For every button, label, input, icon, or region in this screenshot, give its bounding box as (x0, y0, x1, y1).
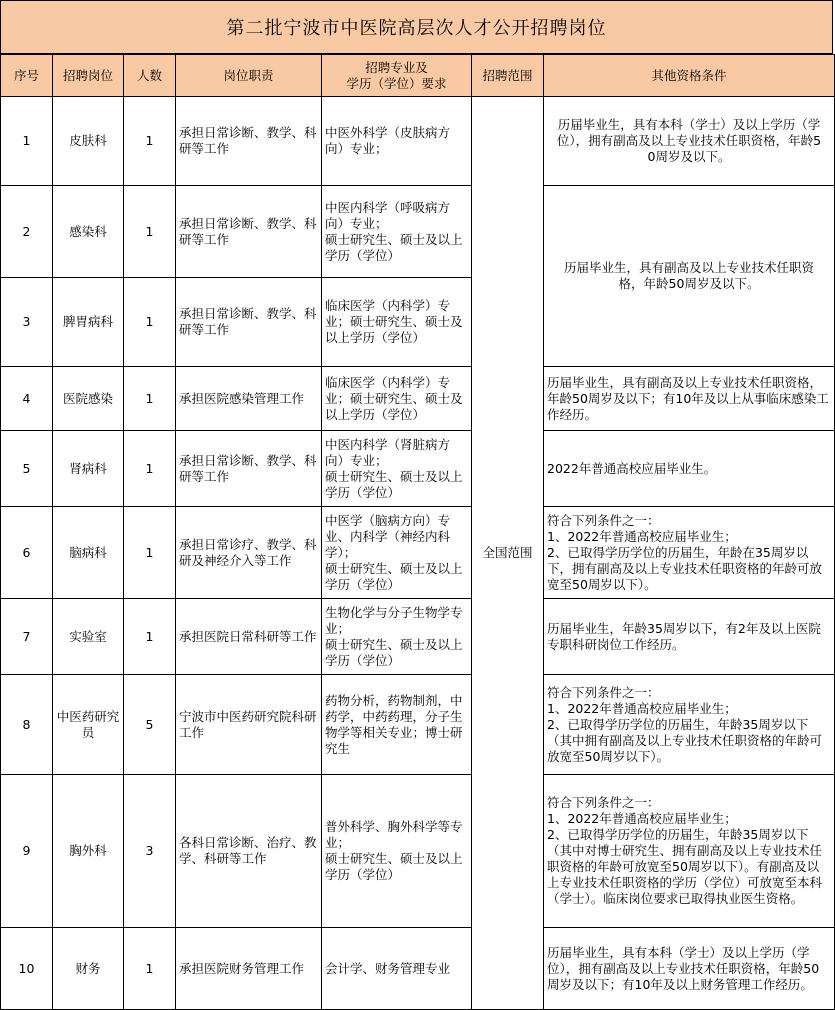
cell-duty: 承担日常诊断、教学、科研等工作 (176, 278, 322, 367)
cell-duty: 宁波市中医药研究院科研工作 (176, 675, 322, 775)
cell-duty: 承担日常诊断、教学、科研等工作 (176, 186, 322, 278)
cell-duty: 各科日常诊断、治疗、教学、科研等工作 (176, 775, 322, 928)
table-header-row (1, 55, 835, 97)
cell-position: 中医药研究员 (53, 675, 124, 775)
cell-major: 中医学（脑病方向）专业、内科学（神经内科学）； 硕士研究生、硕士及以上学历（学位） (322, 507, 472, 599)
table-row (1, 775, 835, 928)
table-row (1, 186, 835, 278)
cell-other: 2022年普通高校应届毕业生。 (544, 431, 835, 507)
cell-major: 中医内科学（肾脏病方向）专业； 硕士研究生、硕士及以上学历（学位） (322, 431, 472, 507)
cell-position: 胸外科 (53, 775, 124, 928)
cell-duty: 承担医院财务管理工作 (176, 928, 322, 1010)
header-other: 其他资格条件 (544, 55, 835, 97)
cell-seq: 4 (1, 367, 53, 431)
cell-duty: 承担医院日常科研等工作 (176, 599, 322, 675)
cell-other: 符合下列条件之一： 1、2022年普通高校应届毕业生； 2、已取得学历学位的历届生，年龄35周岁以下（其中拥有副高及以上专业技术任职资格的年龄可放宽至50周岁以下）。 (544, 675, 835, 775)
table-row (1, 675, 835, 775)
cell-seq: 5 (1, 431, 53, 507)
cell-major: 临床医学（内科学）专业；硕士研究生、硕士及以上学历（学位） (322, 367, 472, 431)
cell-count: 1 (124, 431, 176, 507)
cell-count: 1 (124, 928, 176, 1010)
cell-seq: 3 (1, 278, 53, 367)
cell-other: 历届毕业生，具有副高及以上专业技术任职资格，年龄50周岁及以下；有10年及以上从事临床感染工作经历。 (544, 367, 835, 431)
recruitment-table (0, 54, 835, 1010)
table-row (1, 928, 835, 1010)
cell-seq: 6 (1, 507, 53, 599)
cell-count: 1 (124, 97, 176, 186)
cell-duty: 承担医院感染管理工作 (176, 367, 322, 431)
cell-seq: 1 (1, 97, 53, 186)
cell-count: 5 (124, 675, 176, 775)
table-row (1, 431, 835, 507)
cell-count: 3 (124, 775, 176, 928)
header-count: 人数 (124, 55, 176, 97)
cell-duty: 承担日常诊断、教学、科研等工作 (176, 97, 322, 186)
cell-position: 皮肤科 (53, 97, 124, 186)
cell-other: 历届毕业生，具有本科（学士）及以上学历（学位），拥有副高及以上专业技术任职资格，年龄50周岁及以下。 (544, 97, 835, 186)
cell-count: 1 (124, 507, 176, 599)
cell-position: 脑病科 (53, 507, 124, 599)
cell-seq: 10 (1, 928, 53, 1010)
cell-position: 脾胃病科 (53, 278, 124, 367)
cell-position: 医院感染 (53, 367, 124, 431)
cell-other: 历届毕业生，具有本科（学士）及以上学历（学位），拥有副高及以上专业技术任职资格，年龄50周岁及以下；有10年及以上财务管理工作经历。 (544, 928, 835, 1010)
header-position: 招聘岗位 (53, 55, 124, 97)
header-seq: 序号 (1, 55, 53, 97)
cell-other: 符合下列条件之一： 1、2022年普通高校应届毕业生； 2、已取得学历学位的历届生，年龄35周岁以下（其中对博士研究生、拥有副高及以上专业技术任职资格的年龄可放宽至50周岁以下）。有副高及以上专业技术任职资格的学历（学位）可放宽至本科（学士）。临床岗位要求已取得执业医生资格。 (544, 775, 835, 928)
table-row (1, 367, 835, 431)
cell-count: 1 (124, 278, 176, 367)
cell-seq: 2 (1, 186, 53, 278)
cell-duty: 承担日常诊疗、教学、科研及神经介入等工作 (176, 507, 322, 599)
cell-count: 1 (124, 599, 176, 675)
cell-seq: 7 (1, 599, 53, 675)
cell-seq: 8 (1, 675, 53, 775)
cell-position: 财务 (53, 928, 124, 1010)
cell-other: 历届毕业生，年龄35周岁以下，有2年及以上医院专职科研岗位工作经历。 (544, 599, 835, 675)
cell-position: 感染科 (53, 186, 124, 278)
table-row (1, 97, 835, 186)
cell-scope: 全国范围 (472, 97, 544, 1010)
header-major: 招聘专业及 学历（学位）要求 (322, 55, 472, 97)
cell-major: 中医内科学（呼吸病方向）专业； 硕士研究生、硕士及以上学历（学位） (322, 186, 472, 278)
cell-major: 会计学、财务管理专业 (322, 928, 472, 1010)
table-row (1, 507, 835, 599)
cell-other: 历届毕业生，具有副高及以上专业技术任职资格，年龄50周岁及以下。 (544, 186, 835, 367)
cell-major: 生物化学与分子生物学专业； 硕士研究生、硕士及以上学历（学位） (322, 599, 472, 675)
cell-other: 符合下列条件之一： 1、2022年普通高校应届毕业生； 2、已取得学历学位的历届生，年龄在35周岁以下，拥有副高及以上专业技术任职资格的年龄可放宽至50周岁以下）。 (544, 507, 835, 599)
cell-major: 药物分析，药物制剂，中药学，中药药理，分子生物学等相关专业；博士研究生 (322, 675, 472, 775)
cell-duty: 承担日常诊断、教学、科研等工作 (176, 431, 322, 507)
cell-position: 肾病科 (53, 431, 124, 507)
cell-major: 临床医学（内科学）专业；硕士研究生、硕士及以上学历（学位） (322, 278, 472, 367)
header-duty: 岗位职责 (176, 55, 322, 97)
cell-major: 中医外科学（皮肤病方向）专业； (322, 97, 472, 186)
table-row (1, 599, 835, 675)
cell-count: 1 (124, 367, 176, 431)
cell-count: 1 (124, 186, 176, 278)
cell-seq: 9 (1, 775, 53, 928)
cell-major: 普外科学、胸外科学等专业； 硕士研究生、硕士及以上学历（学位） (322, 775, 472, 928)
cell-position: 实验室 (53, 599, 124, 675)
header-scope: 招聘范围 (472, 55, 544, 97)
page-title: 第二批宁波市中医院高层次人才公开招聘岗位 (0, 0, 833, 54)
